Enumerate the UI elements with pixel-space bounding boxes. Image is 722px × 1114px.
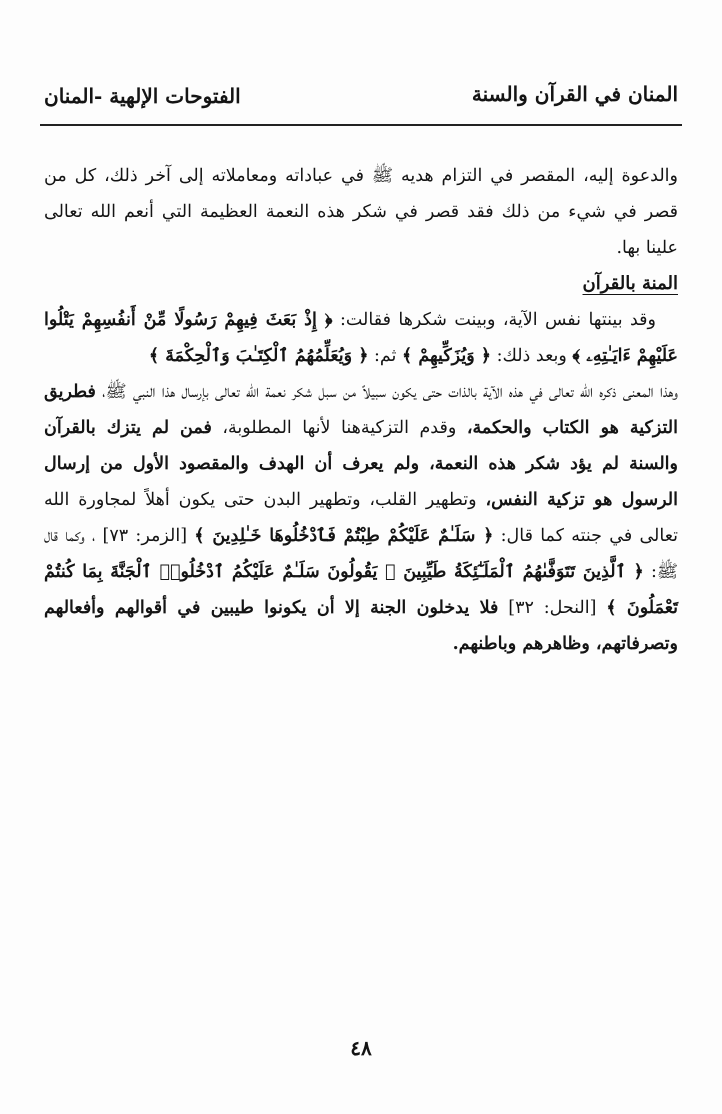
- header-divider: [40, 124, 682, 126]
- running-header-series-title: الفتوحات الإلهية -المنان: [44, 84, 241, 108]
- quran-verse-4: ﴿ سَلَـٰمٌ عَلَيْكُمْ طِبْتُمْ فَٱدْخُلُوهَا خَـٰلِدِينَ ﴾: [194, 526, 494, 546]
- paragraph-2-connector-1: وبعد ذلك:: [491, 346, 573, 366]
- running-header-book-title: المنان في القرآن والسنة: [471, 82, 678, 106]
- paragraph-3-text-3: وتطهير القلب، وتطهير البدن حتى يكون أهلاً لمجاورة الله تعالى في جنته كما قال:: [44, 490, 679, 546]
- paragraph-2-intro: وقد بينتها نفس الآية، وبينت شكرها فقالت:: [332, 310, 656, 330]
- paragraph-2: [44, 302, 678, 374]
- paragraph-3: [44, 374, 678, 662]
- paragraph-3-emphasis-3: فلا يدخلون الجنة إلا أن يكونوا طيبين في أقوالهم وأفعالهم وتصرفاتهم، وظاهرهم وباطنهم.: [44, 598, 678, 654]
- paragraph-3-emphasis-1: فطريق التزكية هو الكتاب والحكمة،: [44, 382, 678, 438]
- paragraph-2-connector-2: ثم:: [368, 346, 402, 366]
- running-header: [40, 78, 682, 122]
- paragraph-3-emphasis-2: فمن لم يتزك بالقرآن والسنة لم يؤد شكر هذه النعمة، ولم يعرف أن الهدف والمقصود الأول من إرسال الرسول هو تزكية النفس،: [44, 418, 678, 510]
- citation-zumar: [الزمر: ٧٣] ، وكما قال ﷺ:: [44, 526, 678, 582]
- paragraph-3-text-1: وهذا المعنى ذكره الله تعالى في هذه الآية بالذات حتى يكون سبيلاً من سبل شكر نعمة الله تعالى بإرسال هذا النبي ﷺ،: [95, 382, 678, 402]
- page-number: ٤٨: [350, 1036, 372, 1060]
- quran-verse-1: ﴿ إِذْ بَعَثَ فِيهِمْ رَسُولًا مِّنْ أَنفُسِهِمْ يَتْلُوا عَلَيْهِمْ ءَايَـٰتِهِۦ ﴾: [44, 310, 678, 366]
- page-body: [44, 158, 678, 662]
- section-heading: المنة بالقرآن: [582, 273, 678, 294]
- quran-verse-2: ﴿ وَيُزَكِّيهِمْ ﴾: [402, 346, 491, 366]
- paragraph-1: [44, 158, 678, 266]
- quran-verse-5: ﴿ ٱلَّذِينَ تَتَوَفَّىٰهُمُ ٱلْمَلَـٰٓئِكَةُ طَيِّبِينَ ۙ يَقُولُونَ سَلَـٰمٌ عَلَيْكُمُ ٱدْخُلُوا۟ ٱلْجَنَّةَ بِمَا كُنتُمْ تَعْمَلُونَ ﴾: [44, 562, 679, 618]
- paragraph-1-text: والدعوة إليه، المقصر في التزام هديه ﷺ في عباداته ومعاملاته إلى آخر ذلك، كل من قصر في شيء من ذلك فقد قصر في شكر هذه النعمة العظيمة التي أنعم الله تعالى علينا بها.: [44, 166, 678, 258]
- citation-nahl: [النحل: ٣٢]: [498, 598, 607, 618]
- quran-verse-3: ﴿ وَيُعَلِّمُهُمُ ٱلْكِتَـٰبَ وَٱلْحِكْمَةَ ﴾: [148, 346, 369, 366]
- paragraph-3-text-2: وقدم التزكيةهنا لأنها المطلوبة،: [211, 418, 467, 438]
